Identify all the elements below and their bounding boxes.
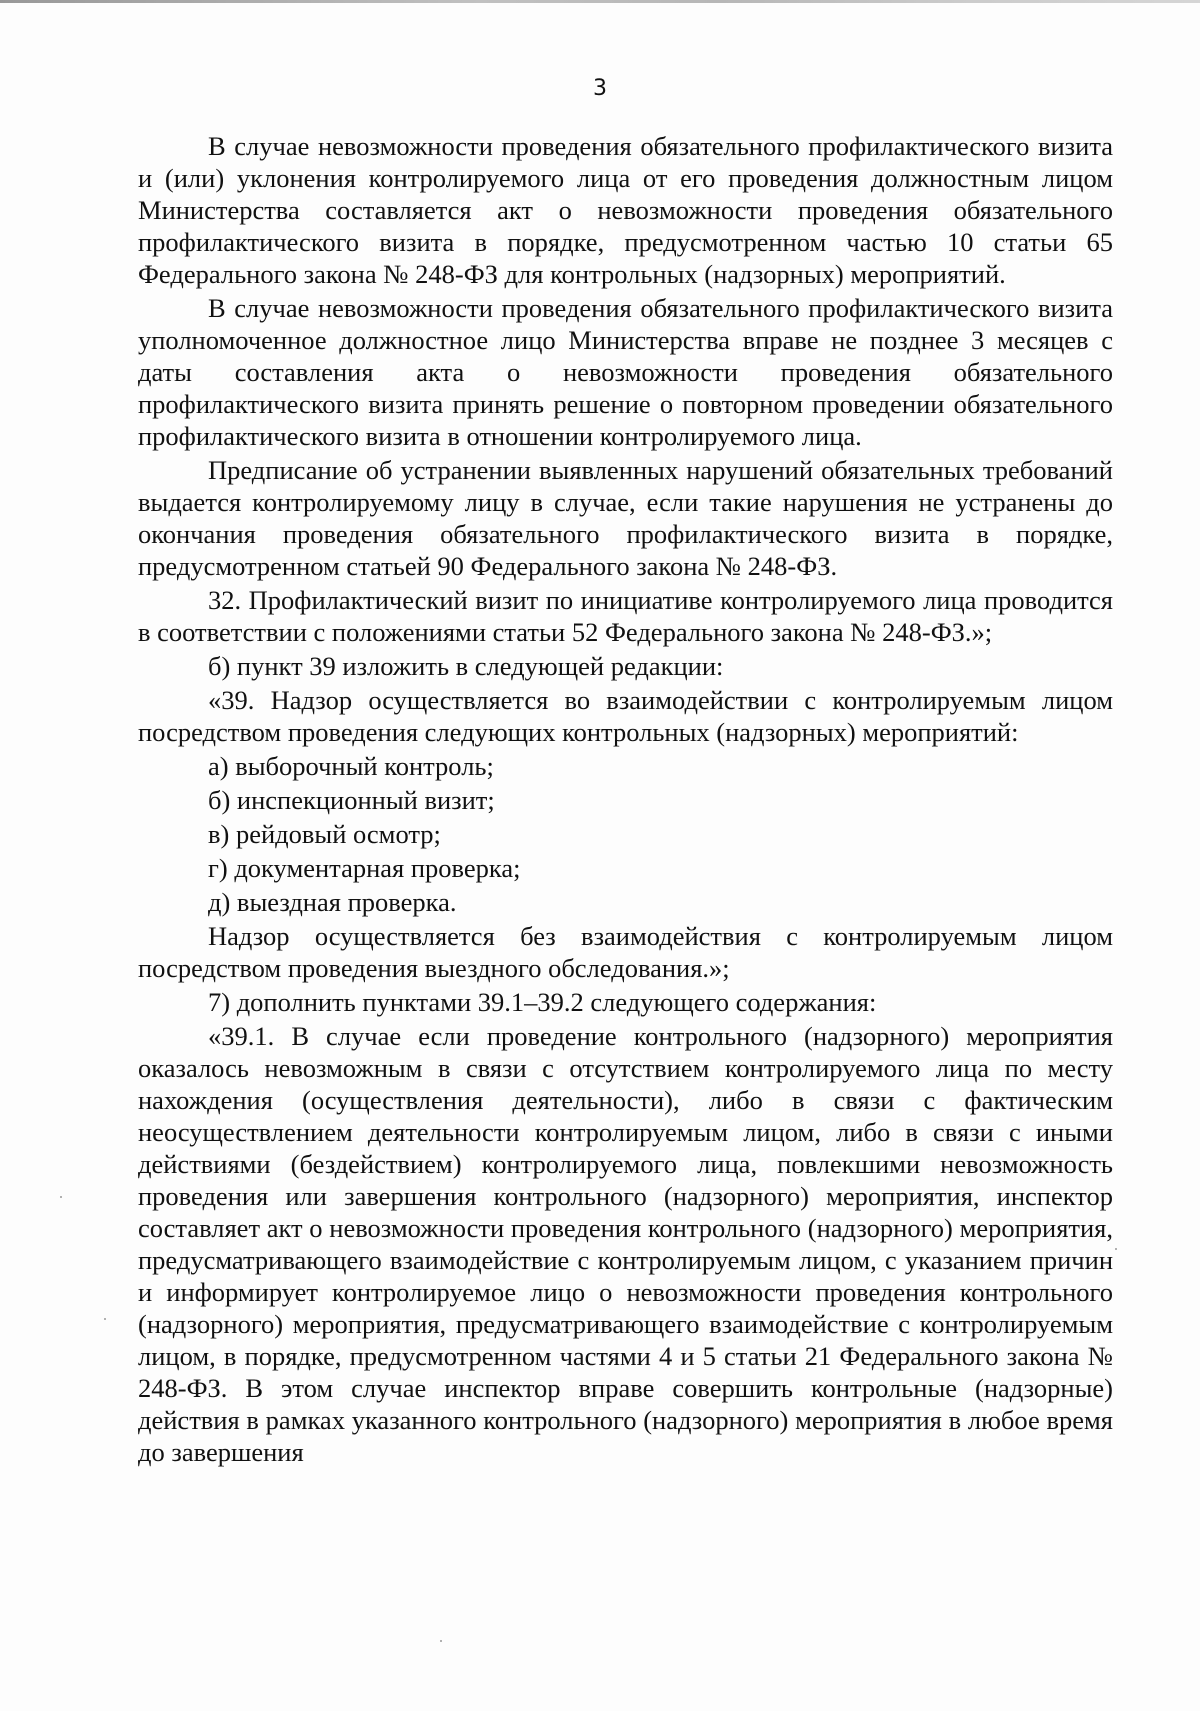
paragraph-add-items: 7) дополнить пунктами 39.1–39.2 следующего содержания: bbox=[208, 987, 877, 1017]
paragraph-amend-item-39: б) пункт 39 изложить в следующей редакции: bbox=[208, 651, 724, 681]
paragraph-prescription: Предписание об устранении выявленных нарушений обязательных требований выдается контролируемому лицу в случае, если такие нарушения не устранены до окончания проведения обязательного профилактического визита в порядке, предусмотренном статьей 90 Федерального закона № 248-ФЗ. bbox=[138, 455, 1113, 581]
paragraph-no-interaction: Надзор осуществляется без взаимодействия с контролируемым лицом посредством проведения выездного обследования.»; bbox=[138, 921, 1113, 983]
paragraph-item-39-1: «39.1. В случае если проведение контрольного (надзорного) мероприятия оказалось невозможным в связи с отсутствием контролируемого лица по месту нахождения (осуществления деятельности), либо в связи с фактическим неосуществлением деятельности контролируемым лицом, либо в связи с иными действиями (бездействием) контролируемого лица, повлекшими невозможность проведения или завершения контрольного (надзорного) мероприятия, инспектор составляет акт о невозможности проведения контрольного (надзорного) мероприятия, предусматривающего взаимодействие с контролируемым лицом, с указанием причин и информирует контролируемое лицо о невозможности проведения контрольного (надзорного) мероприятия, предусматривающего взаимодействие с контролируемым лицом, в порядке, предусмотренном частями 4 и 5 статьи 21 Федерального закона № 248-ФЗ. В этом случае инспектор вправе совершить контрольные (надзорные) действия в рамках указанного контрольного (надзорного) мероприятия в любое время до завершения bbox=[138, 1021, 1113, 1467]
list-item-v: в) рейдовый осмотр; bbox=[208, 819, 441, 849]
paragraph-impossibility-act: В случае невозможности проведения обязательного профилактического визита и (или) уклонения контролируемого лица от его проведения должностным лицом Министерства составляется акт о невозможности проведения обязательного профилактического визита в порядке, предусмотренном частью 10 статьи 65 Федерального закона № 248-ФЗ для контрольных (надзорных) мероприятий. bbox=[138, 131, 1113, 289]
paragraph-item-32: 32. Профилактический визит по инициативе контролируемого лица проводится в соответствии с положениями статьи 52 Федерального закона № 248-ФЗ.»; bbox=[138, 585, 1113, 647]
scan-speck bbox=[1115, 1248, 1117, 1250]
paragraph-repeat-visit: В случае невозможности проведения обязательного профилактического визита уполномоченное должностное лицо Министерства вправе не позднее 3 месяцев с даты составления акта о невозможности проведения обязательного профилактического визита принять решение о повторном проведении обязательного профилактического визита в отношении контролируемого лица. bbox=[138, 293, 1113, 451]
scan-speck bbox=[60, 1196, 62, 1198]
scan-speck bbox=[440, 1640, 442, 1642]
page-number: 3 bbox=[593, 76, 607, 101]
list-item-g: г) документарная проверка; bbox=[208, 853, 521, 883]
list-item-a: а) выборочный контроль; bbox=[208, 751, 494, 781]
paragraph-item-39: «39. Надзор осуществляется во взаимодействии с контролируемым лицом посредством проведения следующих контрольных (надзорных) мероприятий: bbox=[138, 685, 1113, 747]
document-body bbox=[138, 130, 1113, 1470]
list-item-b: б) инспекционный визит; bbox=[208, 785, 495, 815]
scan-edge bbox=[0, 0, 1200, 3]
scan-speck bbox=[104, 1318, 106, 1320]
list-item-d: д) выездная проверка. bbox=[208, 887, 457, 917]
